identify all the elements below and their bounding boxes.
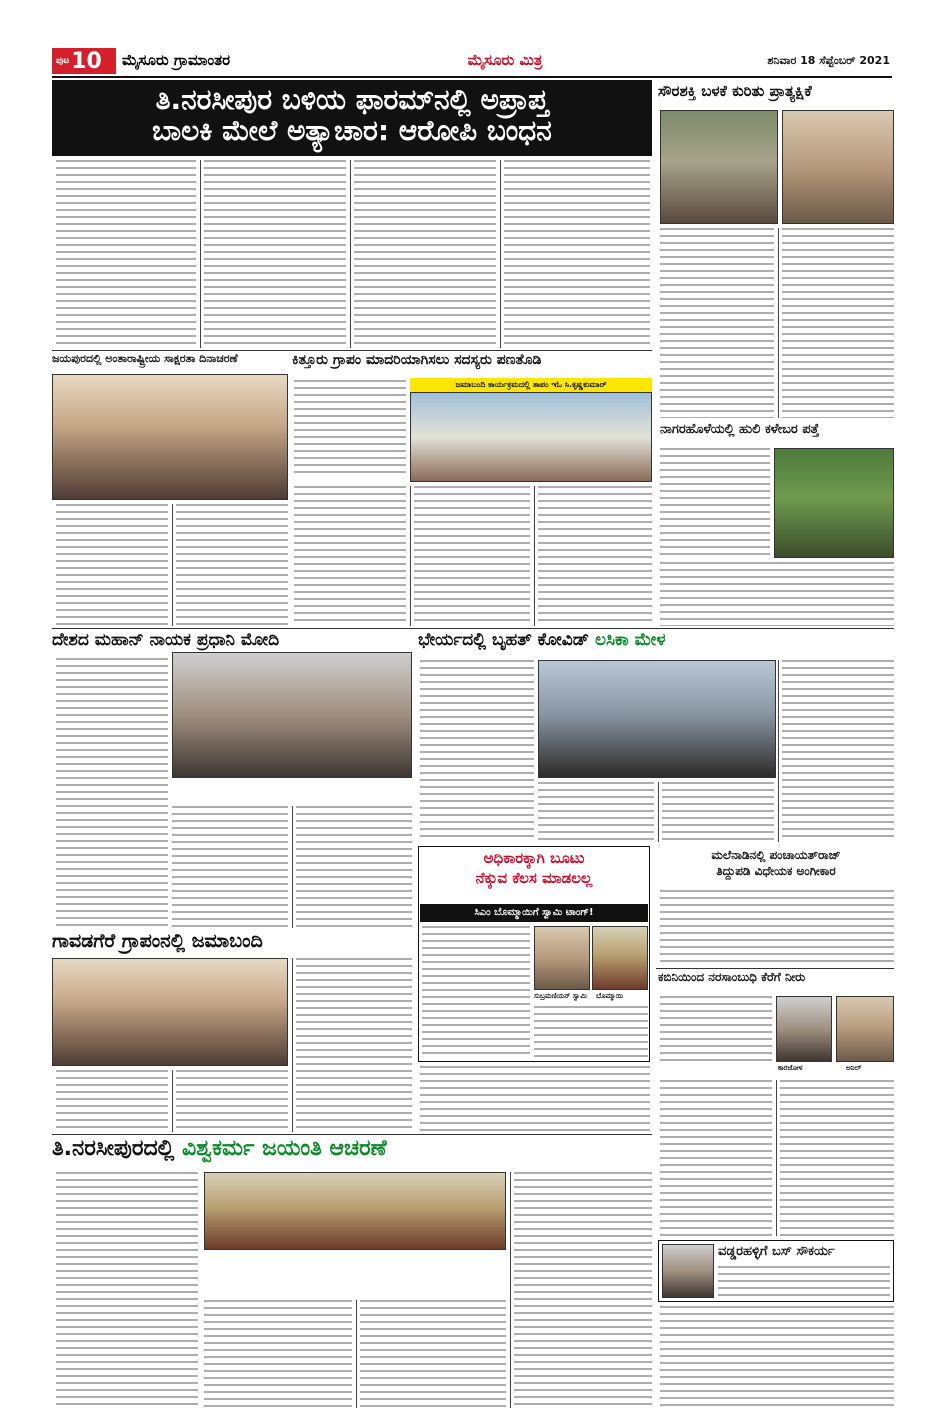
solar-photo-right bbox=[782, 110, 894, 224]
kittur-text-col1 bbox=[294, 486, 406, 626]
nagarahole-photo bbox=[774, 448, 894, 558]
gavadagere-headline: ಗಾವಡಗೆರೆ ಗ್ರಾಪಂನಲ್ಲಿ ಜಮಾಬಂದಿ bbox=[52, 930, 263, 952]
nagarahole-text-left bbox=[660, 448, 770, 558]
bus-photo bbox=[662, 1244, 714, 1298]
nagarahole-headline: ನಾಗರಹೊಳೆಯಲ್ಲಿ ಹುಲಿ ಕಳೇಬರ ಪತ್ತೆ bbox=[660, 422, 820, 437]
nagarahole-text-bottom bbox=[660, 562, 894, 626]
lead-headline-line2: ಬಾಲಕಿ ಮೇಲೆ ಅತ್ಯಾಚಾರ: ಆರೋಪಿ ಬಂಧನ bbox=[152, 114, 552, 148]
power-headline-line1: ಅಧಿಕಾರಕ್ಕಾಗಿ ಬೂಟು bbox=[483, 849, 585, 867]
vaccine-headline-a: ಭೇರ್ಯದಲ್ಲಿ ಬೃಹತ್ ಕೋವಿಡ್ bbox=[418, 630, 590, 650]
vishwakarma-headline-a: ತಿ.ನರಸೀಪುರದಲ್ಲಿ bbox=[52, 1136, 175, 1161]
gavadagere-text-col1 bbox=[56, 1070, 168, 1132]
malenadu-headline bbox=[658, 848, 894, 886]
karajol-name: ಕಾರಜೋಳ bbox=[778, 1064, 803, 1072]
lead-text-col3 bbox=[354, 160, 496, 348]
gavadagere-text-col2 bbox=[176, 1070, 288, 1132]
power-text-bottom bbox=[420, 1066, 650, 1132]
power-text-col2 bbox=[534, 1006, 648, 1058]
swamy-name: ಸುಬ್ರಮಣಿಯನ್ ಸ್ವಾಮಿ bbox=[534, 992, 587, 1000]
literacy-text-col1 bbox=[56, 504, 168, 626]
vaccine-headline-b: ಲಸಿಕಾ ಮೇಳ bbox=[594, 630, 666, 650]
kittur-photo bbox=[410, 392, 652, 482]
karajol-photo bbox=[776, 996, 832, 1062]
power-headline-line2: ನೆಕ್ಕುವ ಕೆಲಸ ಮಾಡಲಲ್ಲ bbox=[475, 869, 593, 888]
solar-headline: ಸೌರಶಕ್ತಿ ಬಳಕೆ ಕುರಿತು ಪ್ರಾತ್ಯಕ್ಷಿಕೆ bbox=[658, 82, 812, 100]
modi-text-col3 bbox=[296, 806, 412, 928]
power-strap: ಸಿಎಂ ಬೊಮ್ಮಾಯಿಗೆ ಸ್ವಾಮಿ ಟಾಂಗ್! bbox=[420, 904, 648, 922]
literacy-text-col2 bbox=[176, 504, 288, 626]
vishwakarma-headline-b: ವಿಶ್ವಕರ್ಮ ಜಯಂತಿ ಆಚರಣೆ bbox=[181, 1136, 387, 1161]
vishwakarma-text-col1 bbox=[56, 1172, 198, 1408]
vaccine-text-col2 bbox=[538, 782, 654, 842]
vaccine-text-col1 bbox=[420, 660, 534, 840]
modi-text-col1 bbox=[56, 658, 168, 928]
power-text-col1 bbox=[422, 926, 530, 1058]
vaccine-photo bbox=[538, 660, 776, 778]
malenadu-headline-line2: ತಿದ್ದುಪಡಿ ವಿಧೇಯಕ ಅಂಗೀಕಾರ bbox=[716, 863, 836, 878]
modi-photo-caption bbox=[172, 780, 412, 802]
page-number-badge bbox=[52, 48, 116, 74]
lead-headline bbox=[52, 80, 652, 156]
vishwakarma-photo bbox=[204, 1172, 506, 1250]
bommai-name: ಬೊಮ್ಮಾಯಿ bbox=[596, 992, 624, 1000]
bus-headline: ವಡ್ಡರಹಳ್ಳಿಗೆ ಬಸ್ ಸೌಕರ್ಯ bbox=[718, 1244, 835, 1259]
kittur-text-top bbox=[294, 380, 406, 478]
vishwakarma-text-col4 bbox=[514, 1172, 652, 1408]
kabini-text-col2 bbox=[780, 1080, 894, 1236]
page-label: ಪುಟ bbox=[56, 56, 70, 66]
lead-headline-line1: ತಿ.ನರಸೀಪುರ ಬಳಿಯ ಫಾರಮ್‌ನಲ್ಲಿ ಅಪ್ರಾಪ್ತ bbox=[155, 83, 549, 116]
literacy-photo bbox=[52, 374, 288, 500]
malenadu-text bbox=[660, 890, 894, 966]
kabini-headline: ಕಬಿನಿಯಿಂದ ನರಸಾಂಬುಧಿ ಕೆರೆಗೆ ನೀರು bbox=[658, 970, 806, 984]
solar-text-col1 bbox=[660, 228, 774, 418]
anil-name: ಅನಿಲ್ bbox=[846, 1064, 862, 1072]
vishwakarma-photo-caption bbox=[204, 1252, 506, 1296]
solar-text-col2 bbox=[782, 228, 894, 418]
kabini-text-col1 bbox=[660, 1080, 772, 1236]
gavadagere-text-col3 bbox=[296, 958, 412, 1132]
vaccine-text-col4 bbox=[782, 660, 894, 842]
anil-photo bbox=[836, 996, 894, 1062]
header-rule bbox=[52, 76, 892, 78]
modi-text-col2 bbox=[172, 806, 288, 928]
date-line: ಶನಿವಾರ 18 ಸೆಪ್ಟೆಂಬರ್ 2021 bbox=[767, 54, 890, 67]
kabini-text-top bbox=[660, 996, 772, 1062]
literacy-headline: ಜಯಪುರದಲ್ಲಿ ಅಂತಾರಾಷ್ಟ್ರೀಯ ಸಾಕ್ಷರತಾ ದಿನಾಚರಣೆ bbox=[52, 352, 238, 365]
section-name: ಮೈಸೂರು ಗ್ರಾಮಾಂತರ bbox=[122, 51, 231, 69]
kittur-headline: ಕಿತ್ತೂರು ಗ್ರಾಪಂ ಮಾದರಿಯಾಗಿಸಲು ಸದಸ್ಯರು ಪಣತೊಡಿ bbox=[292, 352, 542, 368]
malenadu-headline-line1: ಮಲೆನಾಡಿನಲ್ಲಿ ಪಂಚಾಯತ್‌ರಾಜ್ bbox=[711, 848, 841, 862]
page-number: 10 bbox=[71, 48, 102, 74]
bus-text-box bbox=[718, 1266, 890, 1298]
power-headline bbox=[420, 848, 648, 902]
kittur-text-col3 bbox=[538, 486, 652, 626]
gavadagere-photo bbox=[52, 958, 288, 1066]
vishwakarma-text-col3 bbox=[360, 1300, 506, 1408]
modi-photo bbox=[172, 652, 412, 778]
swamy-photo bbox=[534, 926, 590, 990]
bus-text bbox=[660, 1306, 894, 1408]
modi-headline: ದೇಶದ ಮಹಾನ್ ನಾಯಕ ಪ್ರಧಾನಿ ಮೋದಿ bbox=[52, 630, 280, 650]
solar-photo-left bbox=[660, 110, 778, 224]
masthead: ಮೈಸೂರು ಮಿತ್ರ bbox=[467, 51, 543, 69]
lead-text-col4 bbox=[504, 160, 650, 348]
vaccine-text-col3 bbox=[662, 782, 774, 842]
vishwakarma-headline bbox=[52, 1136, 652, 1168]
bommai-photo bbox=[592, 926, 648, 990]
vishwakarma-text-col2 bbox=[204, 1300, 352, 1408]
vaccine-headline bbox=[418, 630, 894, 656]
lead-text-col2 bbox=[204, 160, 346, 348]
kittur-text-col2 bbox=[414, 486, 530, 626]
lead-text-col1 bbox=[56, 160, 196, 348]
kittur-photo-caption: ಜಮಾಬಂದಿ ಕಾರ್ಯಕ್ರಮದಲ್ಲಿ ತಾಪಂ ಇಓ ಸಿ.ಕೃಷ್ಣಕುಮಾರ್ bbox=[410, 378, 652, 392]
